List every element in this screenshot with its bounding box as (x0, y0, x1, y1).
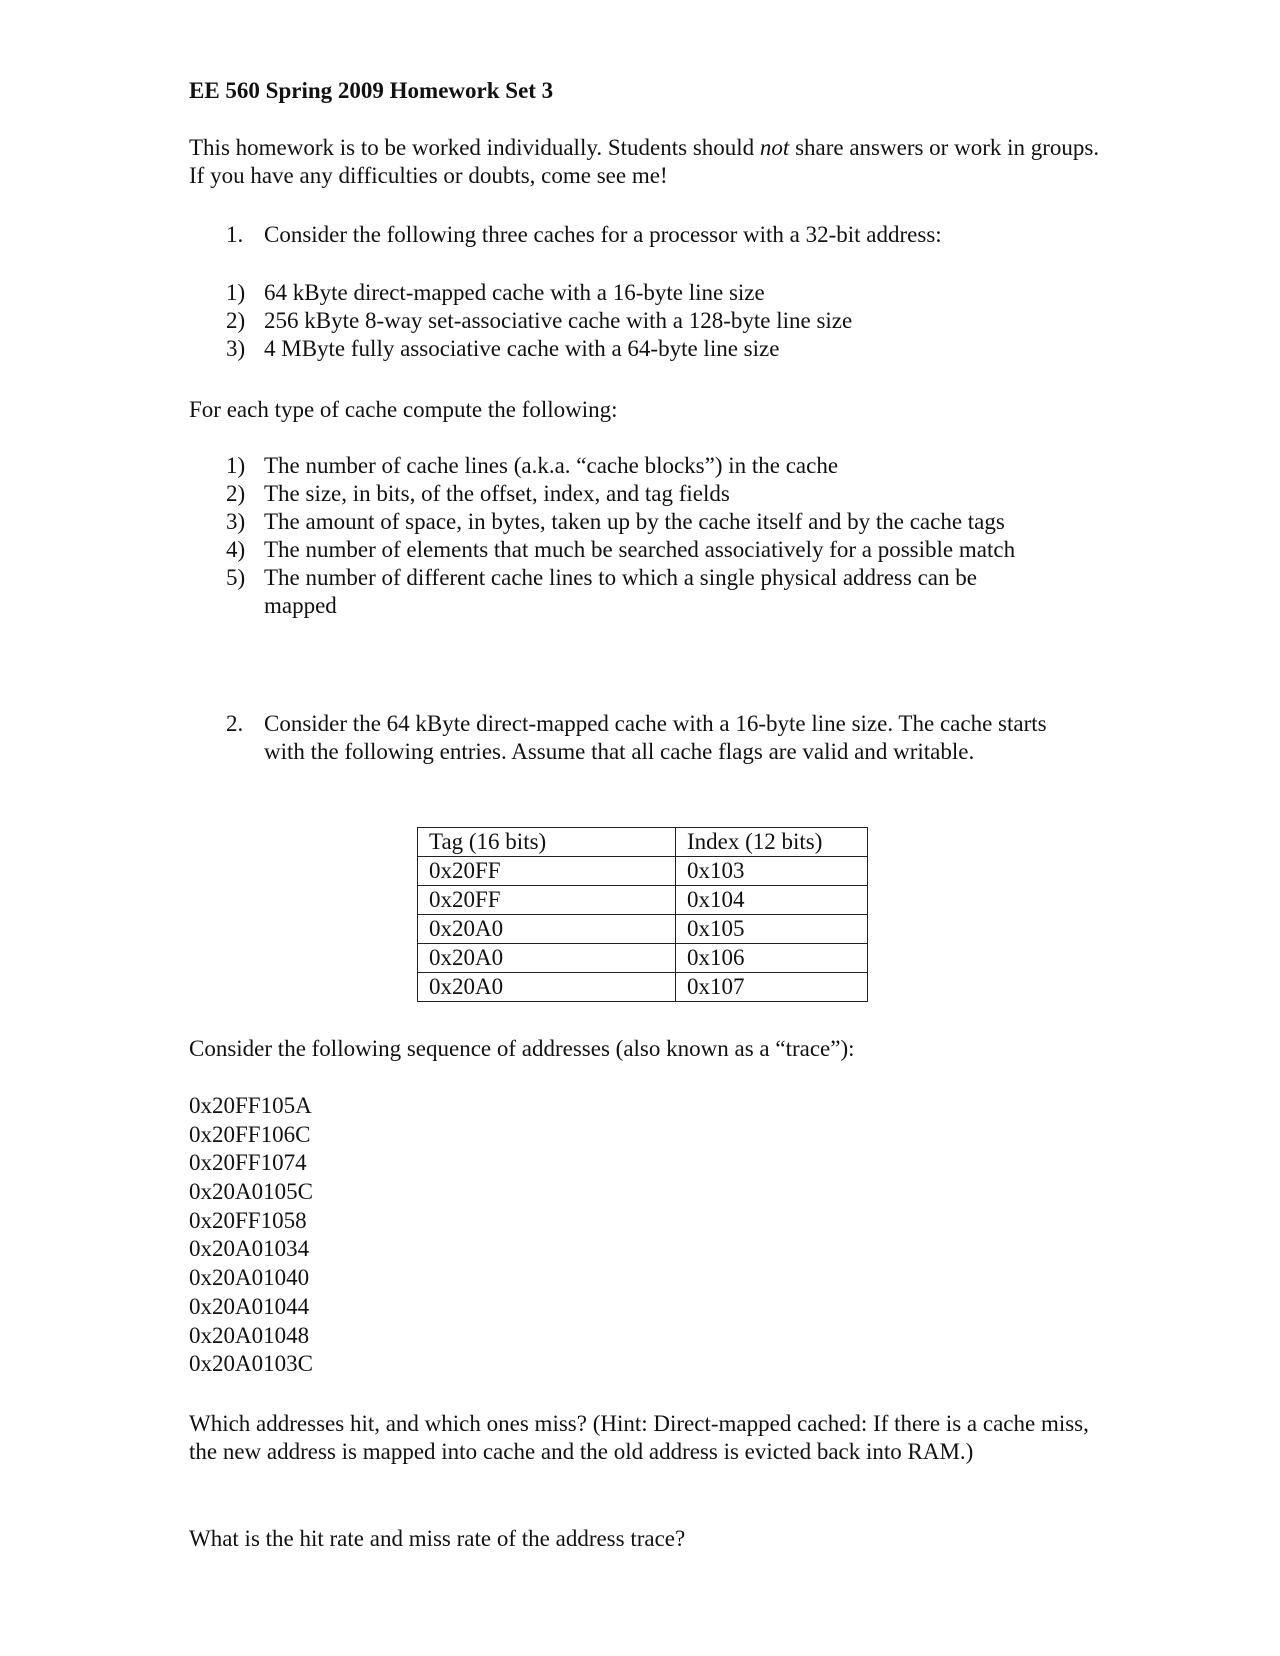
table-row (418, 915, 868, 944)
cell-index: 0x106 (676, 944, 868, 973)
header-tag: Tag (16 bits) (418, 828, 676, 857)
cache-list (226, 279, 1126, 369)
cache-entries-table (417, 827, 868, 1002)
cell-index: 0x104 (676, 886, 868, 915)
trace-intro: Consider the following sequence of addresses (also known as a “trace”): (189, 1036, 855, 1061)
list-number: 2) (226, 308, 246, 333)
trace-address: 0x20FF106C (189, 1121, 311, 1147)
cell-tag: 0x20A0 (418, 915, 676, 944)
list-text-continuation: mapped (264, 593, 337, 618)
trace-address: 0x20A0103C (189, 1351, 313, 1377)
table-row (418, 857, 868, 886)
cell-index: 0x105 (676, 915, 868, 944)
list-number: 4) (226, 537, 246, 562)
list-text: The number of elements that much be searched associatively for a possible match (264, 537, 1016, 562)
question-2 (226, 710, 1086, 800)
cell-tag: 0x20A0 (418, 973, 676, 1002)
question-1-number: 1. (226, 222, 244, 247)
trace-address: 0x20A01044 (189, 1293, 310, 1319)
question-2-number: 2. (226, 711, 244, 736)
intro-paragraph (189, 134, 1109, 190)
list-text: The amount of space, in bytes, taken up by the cache itself and by the cache tags (264, 509, 1005, 534)
question-1 (226, 221, 1126, 251)
intro-text-part2: share answers or work in groups. If you have any difficulties or doubts, come see me! (189, 135, 1100, 188)
intro-text-part1: This homework is to be worked individually. Students should (189, 135, 760, 160)
compute-intro: For each type of cache compute the following: (189, 397, 618, 422)
trace-address: 0x20A01034 (189, 1236, 310, 1262)
trace-address: 0x20A0105C (189, 1179, 313, 1205)
address-trace-list (189, 1092, 589, 1379)
cell-index: 0x107 (676, 973, 868, 1002)
header-index: Index (12 bits) (676, 828, 868, 857)
cell-tag: 0x20FF (418, 857, 676, 886)
trace-address: 0x20FF1058 (189, 1207, 307, 1233)
cell-tag: 0x20A0 (418, 944, 676, 973)
question-1-text: Consider the following three caches for a processor with a 32-bit address: (264, 222, 942, 247)
table-header-row (418, 828, 868, 857)
list-number: 1) (226, 453, 246, 478)
compute-list (226, 452, 1126, 622)
hit-rate-question: What is the hit rate and miss rate of the address trace? (189, 1526, 686, 1551)
cell-tag: 0x20FF (418, 886, 676, 915)
trace-address: 0x20FF1074 (189, 1150, 307, 1176)
trace-address: 0x20FF105A (189, 1093, 312, 1118)
document-title: EE 560 Spring 2009 Homework Set 3 (189, 78, 554, 103)
list-text: The size, in bits, of the offset, index, and tag fields (264, 481, 730, 506)
list-number: 3) (226, 509, 246, 534)
list-text: The number of cache lines (a.k.a. “cache blocks”) in the cache (264, 453, 839, 478)
trace-address: 0x20A01048 (189, 1322, 310, 1348)
question-2-text: Consider the 64 kByte direct-mapped cache with a 16-byte line size. The cache starts with the following entries. Assume that all cache flags are valid and writable. (264, 711, 1047, 764)
table-row (418, 973, 868, 1002)
table-row (418, 886, 868, 915)
cell-index: 0x103 (676, 857, 868, 886)
trace-address: 0x20A01040 (189, 1265, 310, 1291)
intro-emphasis: not (759, 135, 790, 160)
table-row (418, 944, 868, 973)
hit-miss-question: Which addresses hit, and which ones miss? (Hint: Direct-mapped cached: If there is a cache miss, the new address is mapped into cache and the old address is evicted back into RAM.) (189, 1411, 1089, 1464)
list-text: 64 kByte direct-mapped cache with a 16-byte line size (264, 280, 765, 305)
list-text: 256 kByte 8-way set-associative cache with a 128-byte line size (264, 308, 853, 333)
list-number: 2) (226, 481, 246, 506)
list-number: 3) (226, 336, 246, 361)
list-text: 4 MByte fully associative cache with a 64-byte line size (264, 336, 780, 361)
list-text: The number of different cache lines to which a single physical address can be (264, 565, 977, 590)
list-number: 5) (226, 565, 246, 590)
list-number: 1) (226, 280, 246, 305)
